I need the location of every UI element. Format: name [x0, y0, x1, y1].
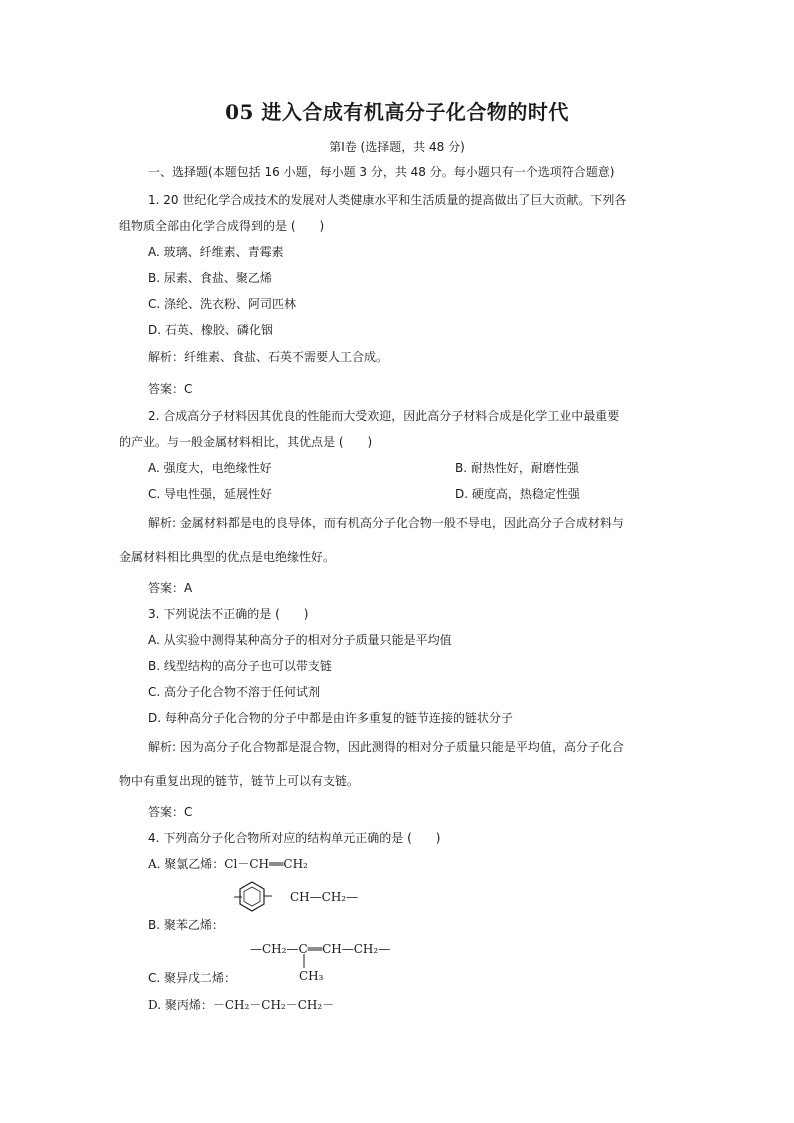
q3-option-c: C. 高分子化合物不溶于任何试剂	[148, 685, 321, 699]
q1-stem-line1: 1. 20 世纪化学合成技术的发展对人类健康水平和生活质量的提高做出了巨大贡献。下列各	[148, 193, 627, 207]
q2-analysis-line2: 金属材料相比典型的优点是电绝缘性好。	[119, 550, 336, 564]
section-subtitle: 第Ⅰ卷 (选择题，共 48 分)	[329, 140, 465, 154]
q1-option-d: D. 石英、橡胶、磷化铟	[148, 323, 273, 337]
q4-option-b-label: B. 聚苯乙烯：	[148, 918, 224, 932]
section-header: 一、选择题(本题包括 16 小题，每小题 3 分，共 48 分。每小题只有一个选项符合题意)	[148, 165, 615, 179]
q3-stem: 3. 下列说法不正确的是 ( )	[148, 607, 309, 621]
q2-stem-line2: 的产业。与一般金属材料相比，其优点是 ( )	[119, 435, 373, 449]
q2-analysis-line1: 解析: 金属材料都是电的良导体，而有机高分子化合物一般不导电，因此高分子合成材料与	[148, 516, 624, 530]
q1-analysis: 解析：纤维素、食盐、石英不需要人工合成。	[148, 350, 389, 364]
q4-option-c-formula: —CH₂—C══CH—CH₂—	[250, 942, 391, 956]
q3-option-a: A. 从实验中测得某种高分子的相对分子质量只能是平均值	[148, 633, 452, 647]
q3-option-d: D. 每种高分子化合物的分子中都是由许多重复的链节连接的链状分子	[148, 711, 513, 725]
document-title: 05 进入合成有机高分子化合物的时代	[225, 100, 569, 124]
q3-analysis-line2: 物中有重复出现的链节，链节上可以有支链。	[119, 774, 360, 788]
q4-stem: 4. 下列高分子化合物所对应的结构单元正确的是 ( )	[148, 831, 441, 845]
benzene-ring-icon	[232, 878, 272, 922]
q1-option-c: C. 涤纶、洗衣粉、阿司匹林	[148, 297, 297, 311]
q4-option-c-label: C. 聚异戊二烯：	[148, 971, 237, 985]
q3-answer: 答案：C	[148, 805, 193, 819]
q1-option-a: A. 玻璃、纤维素、青霉素	[148, 245, 284, 259]
q1-option-b: B. 尿素、食盐、聚乙烯	[148, 271, 272, 285]
q4-option-a: A. 聚氯乙烯：Cl－CH══CH₂	[148, 857, 308, 871]
q2-option-b: B. 耐热性好，耐磨性强	[455, 461, 579, 475]
q2-option-d: D. 硬度高，热稳定性强	[455, 487, 580, 501]
branch-bond-icon	[301, 954, 307, 968]
q3-option-b: B. 线型结构的高分子也可以带支链	[148, 659, 332, 673]
q2-stem-line1: 2. 合成高分子材料因其优良的性能而大受欢迎，因此高分子材料合成是化学工业中最重要	[148, 409, 620, 423]
q4-option-c-branch: CH₃	[299, 969, 324, 983]
q4-option-d: D. 聚丙烯：－CH₂－CH₂－CH₂－	[148, 998, 335, 1012]
q3-analysis-line1: 解析: 因为高分子化合物都是混合物，因此测得的相对分子质量只能是平均值，高分子化合	[148, 740, 624, 754]
q1-answer: 答案：C	[148, 382, 193, 396]
q2-option-c: C. 导电性强，延展性好	[148, 487, 273, 501]
q1-stem-line2: 组物质全部由化学合成得到的是 ( )	[119, 219, 325, 233]
q2-option-a: A. 强度大，电绝缘性好	[148, 461, 272, 475]
q2-answer: 答案：A	[148, 581, 193, 595]
q4-option-b-formula: CH—CH₂—	[290, 890, 359, 904]
